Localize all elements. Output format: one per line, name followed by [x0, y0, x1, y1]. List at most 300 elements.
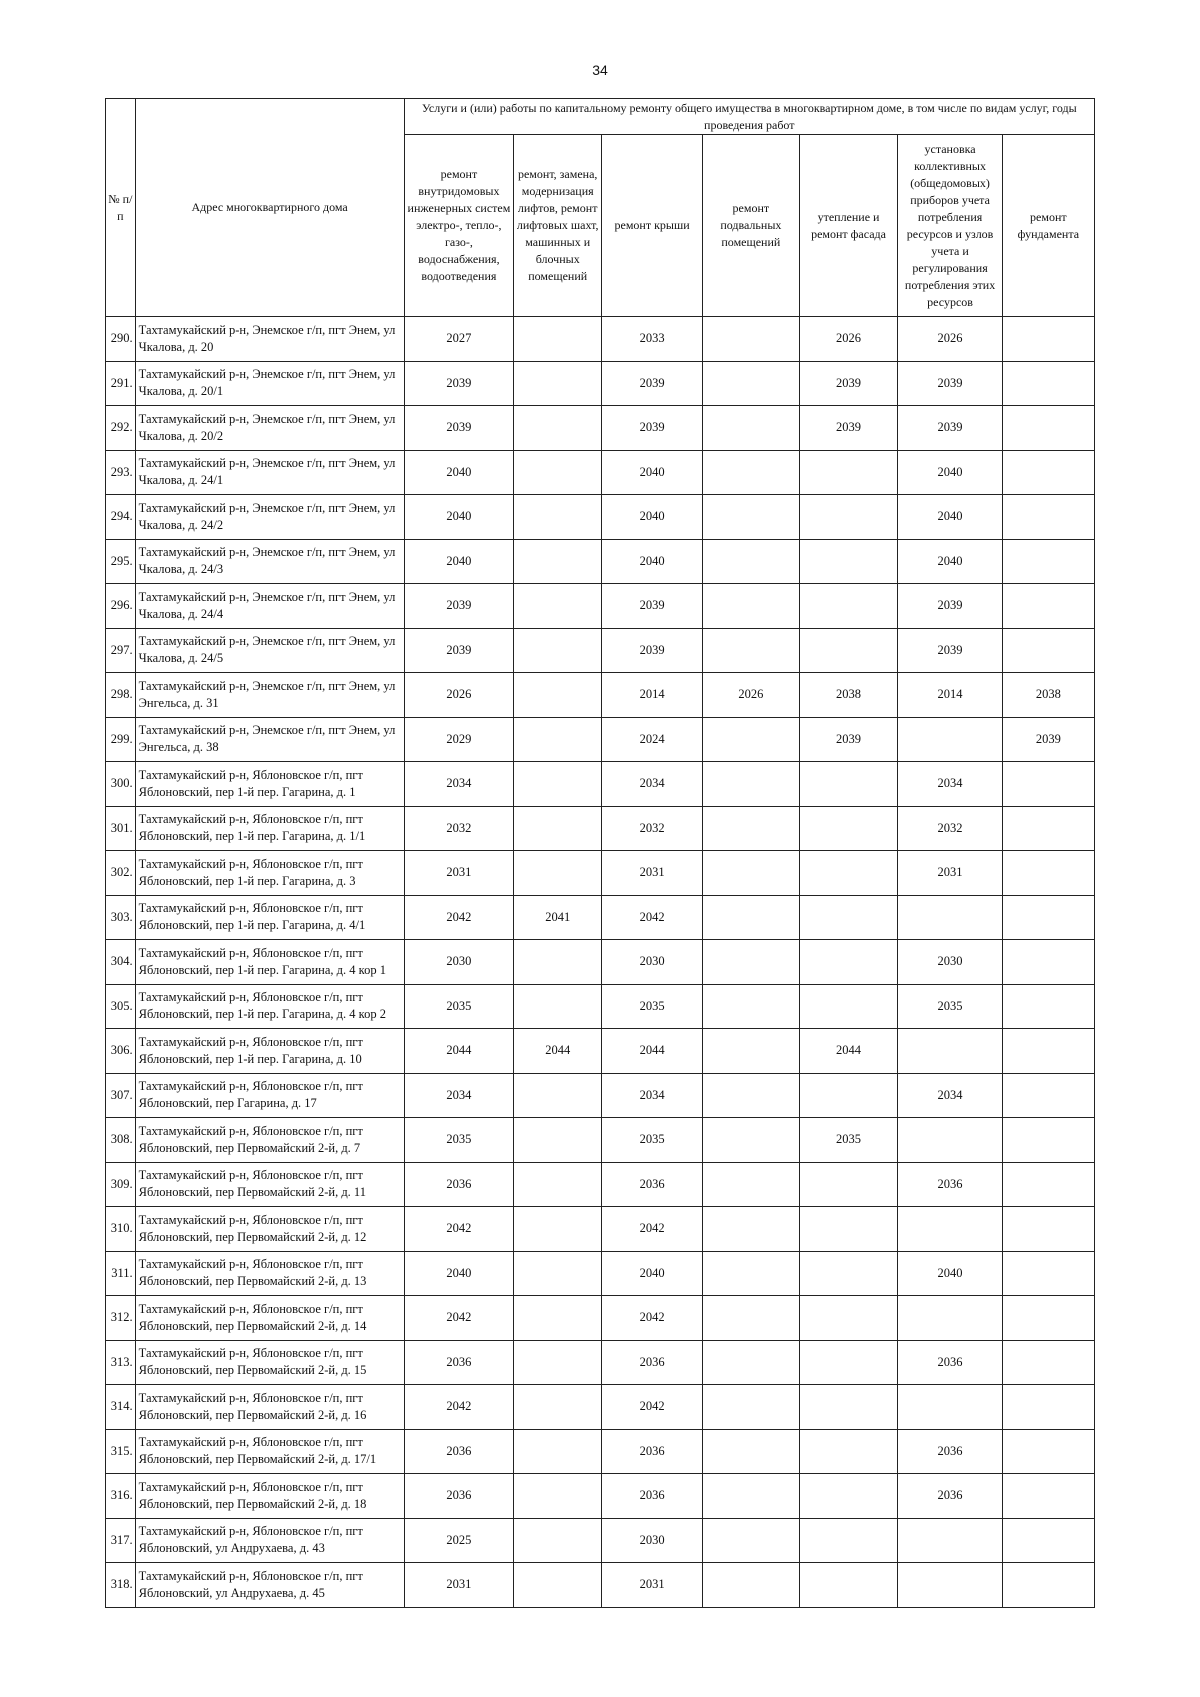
year-cell [1002, 1563, 1094, 1608]
year-cell [799, 1296, 898, 1341]
table-row [106, 806, 1095, 851]
year-cell [703, 806, 800, 851]
table-row [106, 539, 1095, 584]
table-row [106, 717, 1095, 762]
year-cell: 2032 [404, 806, 514, 851]
year-cell [799, 1073, 898, 1118]
year-cell: 2039 [898, 361, 1002, 406]
year-cell: 2026 [404, 673, 514, 718]
row-address: Тахтамукайский р-н, Яблоновское г/п, пгт Яблоновский, пер 1-й пер. Гагарина, д. 4/1 [135, 895, 404, 940]
year-cell: 2042 [404, 895, 514, 940]
year-cell [1002, 1518, 1094, 1563]
year-cell: 2039 [898, 584, 1002, 629]
table-row [106, 940, 1095, 985]
year-cell: 2026 [703, 673, 800, 718]
row-address: Тахтамукайский р-н, Энемское г/п, пгт Энем, ул Чкалова, д. 24/5 [135, 628, 404, 673]
header-elevators: ремонт, замена, модернизация лифтов, ремонт лифтовых шахт, машинных и блочных помещений [514, 135, 602, 317]
year-cell: 2014 [898, 673, 1002, 718]
year-cell: 2040 [602, 1251, 703, 1296]
year-cell: 2042 [602, 1207, 703, 1252]
year-cell [514, 806, 602, 851]
row-number: 292. [106, 406, 136, 451]
year-cell [799, 806, 898, 851]
year-cell [703, 1251, 800, 1296]
year-cell [703, 717, 800, 762]
year-cell: 2034 [898, 1073, 1002, 1118]
year-cell: 2036 [898, 1162, 1002, 1207]
year-cell: 2036 [404, 1429, 514, 1474]
year-cell: 2039 [602, 628, 703, 673]
year-cell [799, 1474, 898, 1519]
year-cell: 2034 [602, 762, 703, 807]
year-cell: 2039 [898, 406, 1002, 451]
year-cell [799, 851, 898, 896]
table-body [106, 317, 1095, 1608]
year-cell [799, 984, 898, 1029]
year-cell: 2039 [404, 361, 514, 406]
year-cell [799, 940, 898, 985]
row-number: 293. [106, 450, 136, 495]
header-facade: утепление и ремонт фасада [799, 135, 898, 317]
year-cell: 2031 [404, 1563, 514, 1608]
year-cell [514, 1474, 602, 1519]
year-cell: 2039 [404, 584, 514, 629]
year-cell [514, 406, 602, 451]
row-number: 295. [106, 539, 136, 584]
year-cell [799, 584, 898, 629]
year-cell: 2034 [404, 762, 514, 807]
year-cell [898, 1207, 1002, 1252]
year-cell: 2033 [602, 317, 703, 362]
year-cell [799, 450, 898, 495]
table-row [106, 895, 1095, 940]
year-cell: 2026 [898, 317, 1002, 362]
row-number: 314. [106, 1385, 136, 1430]
row-address: Тахтамукайский р-н, Яблоновское г/п, пгт Яблоновский, пер 1-й пер. Гагарина, д. 4 кор 1 [135, 940, 404, 985]
year-cell [799, 1385, 898, 1430]
year-cell: 2042 [602, 1296, 703, 1341]
year-cell [799, 1207, 898, 1252]
year-cell: 2031 [898, 851, 1002, 896]
row-address: Тахтамукайский р-н, Яблоновское г/п, пгт Яблоновский, пер 1-й пер. Гагарина, д. 1/1 [135, 806, 404, 851]
year-cell: 2039 [602, 584, 703, 629]
year-cell [514, 1251, 602, 1296]
year-cell [703, 940, 800, 985]
year-cell [514, 317, 602, 362]
row-number: 316. [106, 1474, 136, 1519]
year-cell [1002, 1474, 1094, 1519]
year-cell: 2034 [602, 1073, 703, 1118]
year-cell [514, 940, 602, 985]
year-cell: 2040 [602, 450, 703, 495]
header-roof: ремонт крыши [602, 135, 703, 317]
year-cell [514, 1518, 602, 1563]
row-address: Тахтамукайский р-н, Яблоновское г/п, пгт Яблоновский, пер 1-й пер. Гагарина, д. 3 [135, 851, 404, 896]
year-cell [514, 984, 602, 1029]
year-cell: 2039 [898, 628, 1002, 673]
year-cell [1002, 1296, 1094, 1341]
row-number: 315. [106, 1429, 136, 1474]
year-cell [514, 673, 602, 718]
year-cell [703, 1563, 800, 1608]
table-row [106, 406, 1095, 451]
year-cell [514, 628, 602, 673]
year-cell: 2035 [404, 1118, 514, 1163]
year-cell [703, 628, 800, 673]
year-cell [514, 1563, 602, 1608]
row-number: 300. [106, 762, 136, 807]
year-cell: 2030 [602, 1518, 703, 1563]
year-cell [799, 1251, 898, 1296]
table-row [106, 1563, 1095, 1608]
row-address: Тахтамукайский р-н, Яблоновское г/п, пгт Яблоновский, пер Первомайский 2-й, д. 11 [135, 1162, 404, 1207]
year-cell: 2014 [602, 673, 703, 718]
year-cell [514, 539, 602, 584]
header-services-group: Услуги и (или) работы по капитальному ремонту общего имущества в многоквартирном доме, в том числе по видам услуг, годы проведения работ [404, 99, 1094, 135]
year-cell: 2036 [404, 1340, 514, 1385]
row-number: 302. [106, 851, 136, 896]
year-cell: 2040 [404, 539, 514, 584]
capital-repair-table [105, 98, 1095, 1608]
year-cell [1002, 984, 1094, 1029]
year-cell [514, 584, 602, 629]
year-cell [703, 851, 800, 896]
page-number: 34 [592, 62, 608, 78]
table-row [106, 1340, 1095, 1385]
table-row [106, 762, 1095, 807]
header-engineering-systems: ремонт внутридомовых инженерных систем электро-, тепло-, газо-, водоснабжения, водоотведения [404, 135, 514, 317]
year-cell [703, 1029, 800, 1074]
table-row [106, 317, 1095, 362]
year-cell [898, 895, 1002, 940]
year-cell: 2036 [602, 1429, 703, 1474]
year-cell [1002, 1207, 1094, 1252]
year-cell [898, 1118, 1002, 1163]
row-number: 305. [106, 984, 136, 1029]
year-cell: 2024 [602, 717, 703, 762]
year-cell: 2039 [404, 406, 514, 451]
row-number: 312. [106, 1296, 136, 1341]
table-row [106, 1429, 1095, 1474]
year-cell: 2035 [404, 984, 514, 1029]
header-foundation: ремонт фундамента [1002, 135, 1094, 317]
year-cell [514, 361, 602, 406]
year-cell: 2030 [602, 940, 703, 985]
row-number: 310. [106, 1207, 136, 1252]
year-cell: 2040 [898, 539, 1002, 584]
year-cell [703, 1118, 800, 1163]
row-address: Тахтамукайский р-н, Энемское г/п, пгт Энем, ул Чкалова, д. 20/2 [135, 406, 404, 451]
table-row [106, 1029, 1095, 1074]
year-cell [1002, 1162, 1094, 1207]
table-row [106, 584, 1095, 629]
row-address: Тахтамукайский р-н, Энемское г/п, пгт Энем, ул Чкалова, д. 24/3 [135, 539, 404, 584]
row-number: 301. [106, 806, 136, 851]
year-cell [703, 450, 800, 495]
row-number: 308. [106, 1118, 136, 1163]
row-number: 318. [106, 1563, 136, 1608]
year-cell [1002, 450, 1094, 495]
row-number: 299. [106, 717, 136, 762]
year-cell: 2034 [898, 762, 1002, 807]
row-number: 291. [106, 361, 136, 406]
year-cell [514, 1296, 602, 1341]
year-cell: 2040 [898, 450, 1002, 495]
row-number: 303. [106, 895, 136, 940]
year-cell: 2039 [602, 406, 703, 451]
row-number: 298. [106, 673, 136, 718]
table-row [106, 851, 1095, 896]
row-address: Тахтамукайский р-н, Яблоновское г/п, пгт Яблоновский, пер 1-й пер. Гагарина, д. 4 кор 2 [135, 984, 404, 1029]
year-cell [1002, 806, 1094, 851]
year-cell: 2039 [404, 628, 514, 673]
year-cell [514, 1207, 602, 1252]
year-cell: 2032 [602, 806, 703, 851]
year-cell: 2036 [404, 1162, 514, 1207]
year-cell [514, 1429, 602, 1474]
year-cell [799, 1162, 898, 1207]
year-cell [514, 1073, 602, 1118]
year-cell [799, 762, 898, 807]
row-number: 309. [106, 1162, 136, 1207]
year-cell [1002, 762, 1094, 807]
year-cell [799, 1429, 898, 1474]
year-cell: 2044 [514, 1029, 602, 1074]
year-cell [898, 1563, 1002, 1608]
year-cell [703, 1296, 800, 1341]
year-cell: 2034 [404, 1073, 514, 1118]
year-cell: 2036 [898, 1340, 1002, 1385]
year-cell: 2044 [602, 1029, 703, 1074]
row-address: Тахтамукайский р-н, Яблоновское г/п, пгт Яблоновский, пер Первомайский 2-й, д. 7 [135, 1118, 404, 1163]
year-cell: 2040 [404, 1251, 514, 1296]
year-cell [1002, 1385, 1094, 1430]
year-cell: 2042 [404, 1385, 514, 1430]
table-row [106, 1518, 1095, 1563]
year-cell [703, 584, 800, 629]
table-row [106, 1073, 1095, 1118]
row-number: 313. [106, 1340, 136, 1385]
row-address: Тахтамукайский р-н, Энемское г/п, пгт Энем, ул Энгельса, д. 38 [135, 717, 404, 762]
year-cell: 2040 [404, 495, 514, 540]
year-cell [703, 495, 800, 540]
table-row [106, 628, 1095, 673]
row-address: Тахтамукайский р-н, Энемское г/п, пгт Энем, ул Чкалова, д. 20/1 [135, 361, 404, 406]
year-cell: 2041 [514, 895, 602, 940]
year-cell [703, 1162, 800, 1207]
year-cell: 2039 [799, 361, 898, 406]
year-cell: 2040 [602, 539, 703, 584]
year-cell [514, 851, 602, 896]
row-address: Тахтамукайский р-н, Яблоновское г/п, пгт Яблоновский, ул Андрухаева, д. 45 [135, 1563, 404, 1608]
year-cell [799, 1518, 898, 1563]
row-number: 296. [106, 584, 136, 629]
row-address: Тахтамукайский р-н, Яблоновское г/п, пгт Яблоновский, пер 1-й пер. Гагарина, д. 1 [135, 762, 404, 807]
header-metering: установка коллективных (общедомовых) приборов учета потребления ресурсов и узлов учета и регулирования потребления этих ресурсов [898, 135, 1002, 317]
year-cell [1002, 1073, 1094, 1118]
row-address: Тахтамукайский р-н, Яблоновское г/п, пгт Яблоновский, пер Первомайский 2-й, д. 12 [135, 1207, 404, 1252]
year-cell: 2042 [602, 1385, 703, 1430]
year-cell [1002, 851, 1094, 896]
table-row [106, 450, 1095, 495]
row-number: 311. [106, 1251, 136, 1296]
year-cell: 2026 [799, 317, 898, 362]
year-cell [1002, 495, 1094, 540]
year-cell [514, 717, 602, 762]
year-cell: 2031 [602, 1563, 703, 1608]
year-cell: 2040 [898, 1251, 1002, 1296]
year-cell: 2036 [898, 1474, 1002, 1519]
year-cell: 2029 [404, 717, 514, 762]
year-cell [703, 1073, 800, 1118]
table-row [106, 361, 1095, 406]
year-cell: 2036 [898, 1429, 1002, 1474]
year-cell [1002, 940, 1094, 985]
row-address: Тахтамукайский р-н, Яблоновское г/п, пгт Яблоновский, пер Первомайский 2-й, д. 13 [135, 1251, 404, 1296]
year-cell: 2039 [602, 361, 703, 406]
year-cell: 2036 [602, 1340, 703, 1385]
year-cell [703, 1385, 800, 1430]
year-cell: 2038 [1002, 673, 1094, 718]
year-cell: 2036 [404, 1474, 514, 1519]
year-cell: 2032 [898, 806, 1002, 851]
year-cell [703, 317, 800, 362]
year-cell [1002, 539, 1094, 584]
year-cell: 2035 [799, 1118, 898, 1163]
year-cell [703, 539, 800, 584]
year-cell [898, 717, 1002, 762]
year-cell: 2036 [602, 1474, 703, 1519]
year-cell [514, 450, 602, 495]
row-address: Тахтамукайский р-н, Энемское г/п, пгт Энем, ул Чкалова, д. 24/2 [135, 495, 404, 540]
year-cell [898, 1296, 1002, 1341]
year-cell [898, 1029, 1002, 1074]
year-cell [703, 406, 800, 451]
year-cell [1002, 1251, 1094, 1296]
year-cell [703, 762, 800, 807]
year-cell [703, 1340, 800, 1385]
table-row [106, 1162, 1095, 1207]
row-address: Тахтамукайский р-н, Энемское г/п, пгт Энем, ул Чкалова, д. 24/1 [135, 450, 404, 495]
row-address: Тахтамукайский р-н, Энемское г/п, пгт Энем, ул Чкалова, д. 20 [135, 317, 404, 362]
year-cell: 2025 [404, 1518, 514, 1563]
row-address: Тахтамукайский р-н, Яблоновское г/п, пгт Яблоновский, пер 1-й пер. Гагарина, д. 10 [135, 1029, 404, 1074]
row-number: 290. [106, 317, 136, 362]
year-cell [898, 1385, 1002, 1430]
year-cell: 2039 [799, 717, 898, 762]
table-row [106, 495, 1095, 540]
year-cell: 2031 [404, 851, 514, 896]
row-address: Тахтамукайский р-н, Энемское г/п, пгт Энем, ул Чкалова, д. 24/4 [135, 584, 404, 629]
year-cell: 2040 [404, 450, 514, 495]
table-row [106, 1118, 1095, 1163]
year-cell: 2042 [602, 895, 703, 940]
year-cell [514, 762, 602, 807]
year-cell [703, 984, 800, 1029]
year-cell: 2044 [404, 1029, 514, 1074]
year-cell [799, 628, 898, 673]
year-cell [514, 1385, 602, 1430]
year-cell [799, 1563, 898, 1608]
row-address: Тахтамукайский р-н, Яблоновское г/п, пгт Яблоновский, ул Андрухаева, д. 43 [135, 1518, 404, 1563]
year-cell [1002, 895, 1094, 940]
header-basement: ремонт подвальных помещений [703, 135, 800, 317]
year-cell [1002, 584, 1094, 629]
year-cell: 2035 [602, 1118, 703, 1163]
year-cell: 2036 [602, 1162, 703, 1207]
year-cell: 2035 [898, 984, 1002, 1029]
year-cell [799, 895, 898, 940]
year-cell [1002, 406, 1094, 451]
table-row [106, 1207, 1095, 1252]
year-cell [1002, 317, 1094, 362]
year-cell [1002, 361, 1094, 406]
year-cell [799, 539, 898, 584]
year-cell [898, 1518, 1002, 1563]
table-row [106, 1385, 1095, 1430]
year-cell [514, 1340, 602, 1385]
table-row [106, 1474, 1095, 1519]
row-number: 294. [106, 495, 136, 540]
year-cell: 2035 [602, 984, 703, 1029]
row-address: Тахтамукайский р-н, Яблоновское г/п, пгт Яблоновский, пер Первомайский 2-й, д. 15 [135, 1340, 404, 1385]
row-number: 307. [106, 1073, 136, 1118]
year-cell: 2038 [799, 673, 898, 718]
year-cell [799, 1340, 898, 1385]
row-number: 317. [106, 1518, 136, 1563]
year-cell: 2039 [1002, 717, 1094, 762]
row-address: Тахтамукайский р-н, Яблоновское г/п, пгт Яблоновский, пер Первомайский 2-й, д. 14 [135, 1296, 404, 1341]
year-cell [703, 1207, 800, 1252]
row-number: 304. [106, 940, 136, 985]
year-cell: 2031 [602, 851, 703, 896]
year-cell [1002, 628, 1094, 673]
row-address: Тахтамукайский р-н, Яблоновское г/п, пгт Яблоновский, пер Первомайский 2-й, д. 18 [135, 1474, 404, 1519]
row-address: Тахтамукайский р-н, Яблоновское г/п, пгт Яблоновский, пер Первомайский 2-й, д. 16 [135, 1385, 404, 1430]
year-cell [1002, 1029, 1094, 1074]
year-cell [703, 1518, 800, 1563]
table-row [106, 673, 1095, 718]
year-cell: 2042 [404, 1296, 514, 1341]
year-cell [1002, 1118, 1094, 1163]
year-cell [514, 495, 602, 540]
row-address: Тахтамукайский р-н, Яблоновское г/п, пгт Яблоновский, пер Гагарина, д. 17 [135, 1073, 404, 1118]
row-number: 306. [106, 1029, 136, 1074]
year-cell: 2039 [799, 406, 898, 451]
row-address: Тахтамукайский р-н, Энемское г/п, пгт Энем, ул Энгельса, д. 31 [135, 673, 404, 718]
year-cell [703, 1429, 800, 1474]
year-cell [1002, 1429, 1094, 1474]
year-cell [703, 1474, 800, 1519]
row-address: Тахтамукайский р-н, Яблоновское г/п, пгт Яблоновский, пер Первомайский 2-й, д. 17/1 [135, 1429, 404, 1474]
year-cell: 2044 [799, 1029, 898, 1074]
year-cell [703, 361, 800, 406]
header-number: № п/п [106, 99, 136, 317]
table-header [106, 99, 1095, 317]
table-row [106, 1296, 1095, 1341]
header-address: Адрес многоквартирного дома [135, 99, 404, 317]
year-cell [514, 1162, 602, 1207]
row-number: 297. [106, 628, 136, 673]
year-cell: 2027 [404, 317, 514, 362]
year-cell [1002, 1340, 1094, 1385]
year-cell [703, 895, 800, 940]
year-cell [514, 1118, 602, 1163]
table-row [106, 1251, 1095, 1296]
year-cell: 2030 [898, 940, 1002, 985]
year-cell [799, 495, 898, 540]
year-cell: 2030 [404, 940, 514, 985]
